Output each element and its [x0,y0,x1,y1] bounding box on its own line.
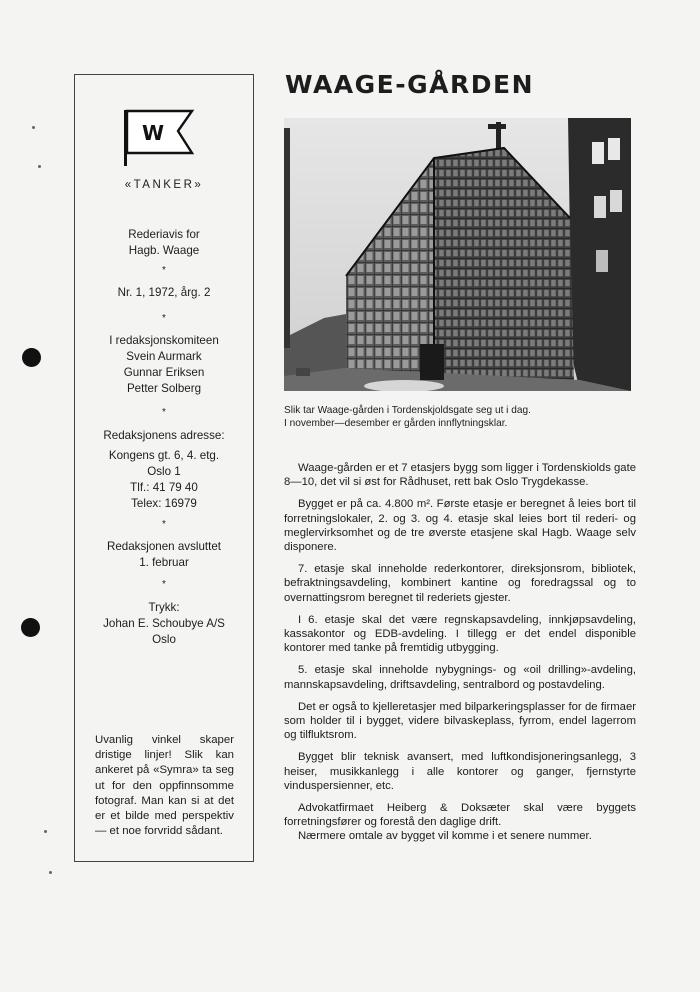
page-title: WAAGE-GÅRDEN [285,70,534,99]
article-body [284,461,636,852]
article-paragraph: Nærmere omtale av bygget vil komme i et senere nummer. [298,830,592,843]
article-paragraph: Advokatfirmaet Heiberg & Doksæter skal være byggets forretningsfører og forestå den daglige drift. [284,802,636,829]
article-paragraph: Waage-gården er et 7 etasjers bygg som ligger i Tordenskiolds gate 8—10, det vil si øst for Rådhuset, rett bak Oslo Trygdekasse. [284,462,636,489]
address-heading: Redaksjonens adresse: [103,429,225,442]
printer-info [74,600,254,648]
committee-heading: I redaksjonskomiteen [109,334,219,347]
publisher [74,227,254,259]
photo-caption-line: Slik tar Waage-gården i Tordenskjoldsgate seg ut i dag. [284,405,531,416]
issue-info [74,285,254,301]
committee-member: Gunnar Eriksen [123,366,205,379]
paper-speck [38,165,41,168]
photo-caption [284,404,644,430]
article-paragraph: Det er også to kjelleretasjer med bilparkeringsplasser for de firmaer som holder til i bygget, videre bilvaskeplass, fyrrom, endel lagerrom og tilfluktsrom. [284,700,636,742]
separator-asterisk: * [162,519,166,530]
editorial-closed [74,539,254,571]
editorial-address [74,428,254,512]
closed-line: 1. februar [139,556,189,569]
publisher-line: Hagb. Waage [128,244,200,257]
separator-asterisk: * [162,579,166,590]
flag-letter: W [141,121,165,145]
address-line: Oslo 1 [147,465,181,478]
paper-speck [32,126,35,129]
binder-hole-bottom [21,618,40,637]
issue-number: Nr. 1, 1972, årg. 2 [117,286,211,299]
address-line: Telex: 16979 [131,497,197,510]
closed-line: Redaksjonen avsluttet [106,540,222,553]
paper-speck [49,871,52,874]
article-paragraph: 7. etasje skal inneholde rederkontorer, direksjonsrom, bibliotek, befraktningsavdeling, kombinert kantine og foredragssal og to overnattingsrom beregnet til rederiets gjester. [284,563,636,604]
company-flag-logo [122,108,196,168]
editorial-committee [74,333,254,397]
separator-asterisk: * [162,313,166,324]
article-paragraph: I 6. etasje skal det være regnskapsavdeling, innkjøpsavdeling, kassakontor og EDB-avdeling. I tillegg er det endel disponible kontorer med tanke på fremtidig utbygging. [284,613,636,655]
committee-member: Svein Aurmark [126,350,202,363]
anchor-photo-note: Uvanlig vinkel skaper dristige linjer! Slik kan ankeret på «Symra» ta seg ut for den oppfinnsomme fotograf. Man kan si at det er et bilde med perspektiv — et noe forvridd sådant. [95,734,234,838]
address-line: Kongens gt. 6, 4. etg. [108,449,220,462]
committee-member: Petter Solberg [126,382,202,395]
publisher-line: Rederiavis for [128,228,200,241]
photo-caption-line: I november—desember er gården innflytningsklar. [284,418,508,429]
separator-asterisk: * [162,407,166,418]
article-paragraph: 5. etasje skal inneholde nybygnings- og «oil drilling»-avdeling, mannskapsavdeling, driftsavdeling, sentralbord og postavdeling. [284,664,636,691]
publication-name: «TANKER» [124,179,204,191]
separator-asterisk: * [162,265,166,276]
binder-hole-top [22,348,41,367]
printer-line: Johan E. Schoubye A/S [103,617,225,630]
article-paragraph: Bygget blir teknisk avansert, med luftkondisjoneringsanlegg, 3 heiser, musikkanlegg i alle kontorer og ganger, fjernstyrte vinduspersienner, etc. [284,751,636,792]
printer-line: Oslo [152,633,176,646]
building-photo [284,118,631,391]
article-paragraph: Bygget er på ca. 4.800 m². Første etasje er beregnet å leies bort til forretningslokaler, 2. og 3. og 4. etasje skal leies bort til rederi- og meglervirksomhet og de tre øverste etasjene skal Hagb. Waage selv disponere. [284,498,636,554]
address-line: Tlf.: 41 79 40 [130,481,198,494]
printer-heading: Trykk: [148,601,180,614]
paper-speck [44,830,47,833]
